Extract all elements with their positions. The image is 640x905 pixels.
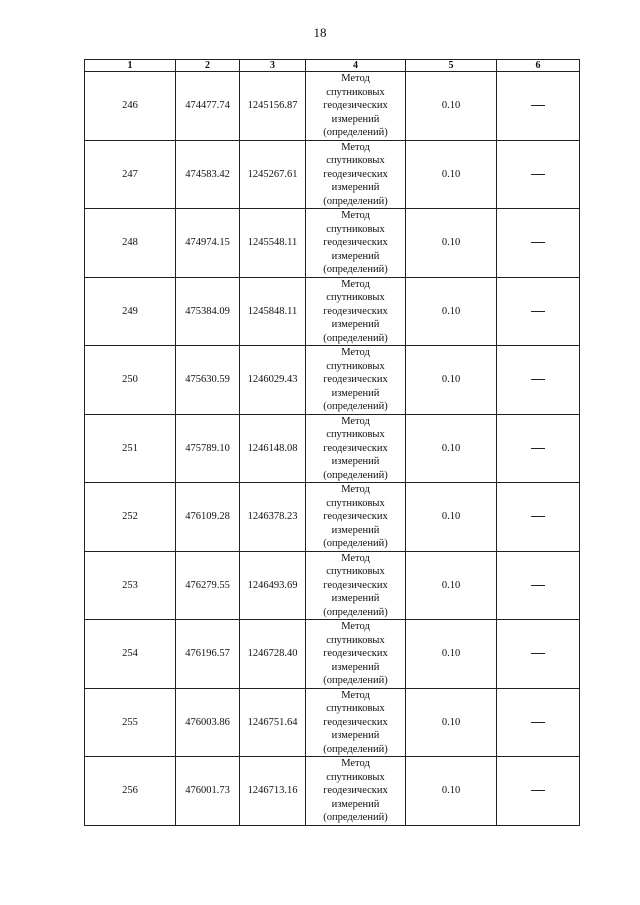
y-coordinate-cell: 1246148.08 xyxy=(240,414,306,483)
x-coordinate-cell: 476279.55 xyxy=(176,551,240,620)
table-row xyxy=(85,72,580,141)
x-coordinate-cell: 476109.28 xyxy=(176,483,240,552)
method-line: (определений) xyxy=(323,401,388,412)
method-line: Метод xyxy=(341,552,370,564)
accuracy-cell: 0.10 xyxy=(406,209,497,278)
y-coordinate-cell: 1246029.43 xyxy=(240,346,306,415)
method-line: Метод xyxy=(341,347,370,358)
method-line: геодезических xyxy=(323,442,388,454)
method-line: Метод xyxy=(341,141,370,153)
y-coordinate-cell: 1246751.64 xyxy=(240,688,306,757)
dash-mark xyxy=(531,311,545,312)
y-coordinate-cell: 1245548.11 xyxy=(240,209,306,278)
note-cell xyxy=(497,209,580,278)
x-coordinate-cell: 476196.57 xyxy=(176,620,240,689)
method-line: (определений) xyxy=(323,743,388,755)
accuracy-cell: 0.10 xyxy=(406,620,497,689)
method-cell xyxy=(306,277,406,346)
header-col-5: 5 xyxy=(406,60,497,72)
method-line: (определений) xyxy=(323,332,388,344)
header-row xyxy=(85,60,580,72)
note-cell xyxy=(497,551,580,620)
note-cell xyxy=(497,688,580,757)
method-line: спутниковых xyxy=(326,86,385,98)
note-cell xyxy=(497,620,580,689)
method-cell xyxy=(306,551,406,620)
point-number-cell: 250 xyxy=(85,346,176,415)
accuracy-cell: 0.10 xyxy=(406,72,497,141)
method-line: измерений xyxy=(331,182,380,193)
dash-mark xyxy=(531,722,545,723)
method-line: Метод xyxy=(341,210,370,221)
method-line: измерений xyxy=(331,798,380,810)
x-coordinate-cell: 475384.09 xyxy=(176,277,240,346)
method-line: измерений xyxy=(331,250,380,262)
header-col-6: 6 xyxy=(497,60,580,72)
accuracy-cell: 0.10 xyxy=(406,140,497,209)
method-line: (определений) xyxy=(323,469,388,481)
y-coordinate-cell: 1245267.61 xyxy=(240,140,306,209)
table-row xyxy=(85,483,580,552)
method-line: измерений xyxy=(331,593,380,604)
header-col-4: 4 xyxy=(306,60,406,72)
method-line: спутниковых xyxy=(326,155,385,166)
method-line: (определений) xyxy=(323,264,388,275)
point-number-cell: 254 xyxy=(85,620,176,689)
method-line: Метод xyxy=(341,689,370,701)
header-col-2: 2 xyxy=(176,60,240,72)
method-cell xyxy=(306,757,406,826)
method-line: измерений xyxy=(331,730,380,741)
dash-mark xyxy=(531,448,545,449)
method-line: геодезических xyxy=(323,648,388,659)
method-line: Метод xyxy=(341,758,370,769)
note-cell xyxy=(497,346,580,415)
note-cell xyxy=(497,483,580,552)
table-row xyxy=(85,140,580,209)
x-coordinate-cell: 475789.10 xyxy=(176,414,240,483)
table-row xyxy=(85,688,580,757)
method-line: (определений) xyxy=(323,195,388,207)
method-line: геодезических xyxy=(323,374,388,385)
method-line: геодезических xyxy=(323,168,388,180)
point-number-cell: 255 xyxy=(85,688,176,757)
method-line: спутниковых xyxy=(326,566,385,577)
point-number-cell: 251 xyxy=(85,414,176,483)
method-line: (определений) xyxy=(323,812,388,823)
accuracy-cell: 0.10 xyxy=(406,346,497,415)
method-cell xyxy=(306,346,406,415)
x-coordinate-cell: 474477.74 xyxy=(176,72,240,141)
method-cell xyxy=(306,483,406,552)
x-coordinate-cell: 476001.73 xyxy=(176,757,240,826)
method-line: Метод xyxy=(341,415,370,427)
table-row xyxy=(85,414,580,483)
table-row xyxy=(85,346,580,415)
table-row xyxy=(85,757,580,826)
method-line: измерений xyxy=(331,319,380,330)
method-line: измерений xyxy=(331,661,380,673)
method-line: геодезических xyxy=(323,237,388,248)
table-row xyxy=(85,277,580,346)
dash-mark xyxy=(531,653,545,654)
method-line: Метод xyxy=(341,484,370,495)
method-line: геодезических xyxy=(323,716,388,728)
point-number-cell: 248 xyxy=(85,209,176,278)
accuracy-cell: 0.10 xyxy=(406,688,497,757)
x-coordinate-cell: 474974.15 xyxy=(176,209,240,278)
method-line: Метод xyxy=(341,621,370,632)
dash-mark xyxy=(531,174,545,175)
y-coordinate-cell: 1246713.16 xyxy=(240,757,306,826)
header-col-1: 1 xyxy=(85,60,176,72)
table-row xyxy=(85,620,580,689)
point-number-cell: 253 xyxy=(85,551,176,620)
method-line: измерений xyxy=(331,456,380,467)
note-cell xyxy=(497,414,580,483)
method-line: геодезических xyxy=(323,579,388,591)
note-cell xyxy=(497,140,580,209)
method-line: (определений) xyxy=(323,675,388,686)
method-line: (определений) xyxy=(323,606,388,618)
method-line: Метод xyxy=(341,73,370,84)
x-coordinate-cell: 474583.42 xyxy=(176,140,240,209)
method-line: измерений xyxy=(331,387,380,399)
dash-mark xyxy=(531,585,545,586)
dash-mark xyxy=(531,516,545,517)
accuracy-cell: 0.10 xyxy=(406,414,497,483)
method-line: Метод xyxy=(341,278,370,290)
x-coordinate-cell: 475630.59 xyxy=(176,346,240,415)
method-cell xyxy=(306,414,406,483)
accuracy-cell: 0.10 xyxy=(406,757,497,826)
method-line: спутниковых xyxy=(326,429,385,440)
method-line: спутниковых xyxy=(326,497,385,509)
y-coordinate-cell: 1246493.69 xyxy=(240,551,306,620)
dash-mark xyxy=(531,379,545,380)
accuracy-cell: 0.10 xyxy=(406,277,497,346)
method-line: измерений xyxy=(331,113,380,125)
page-number: 18 xyxy=(313,25,327,40)
accuracy-cell: 0.10 xyxy=(406,551,497,620)
method-line: спутниковых xyxy=(326,771,385,783)
point-number-cell: 252 xyxy=(85,483,176,552)
method-line: спутниковых xyxy=(326,360,385,372)
point-number-cell: 247 xyxy=(85,140,176,209)
method-line: геодезических xyxy=(323,305,388,317)
y-coordinate-cell: 1246728.40 xyxy=(240,620,306,689)
coordinates-table xyxy=(84,59,580,826)
dash-mark xyxy=(531,790,545,791)
table-row xyxy=(85,209,580,278)
method-line: спутниковых xyxy=(326,634,385,646)
header-col-3: 3 xyxy=(240,60,306,72)
point-number-cell: 249 xyxy=(85,277,176,346)
y-coordinate-cell: 1245848.11 xyxy=(240,277,306,346)
method-line: спутниковых xyxy=(326,292,385,303)
dash-mark xyxy=(531,105,545,106)
method-line: (определений) xyxy=(323,538,388,549)
table-row xyxy=(85,551,580,620)
y-coordinate-cell: 1246378.23 xyxy=(240,483,306,552)
method-line: геодезических xyxy=(323,511,388,522)
note-cell xyxy=(497,757,580,826)
point-number-cell: 246 xyxy=(85,72,176,141)
method-line: измерений xyxy=(331,524,380,536)
accuracy-cell: 0.10 xyxy=(406,483,497,552)
note-cell xyxy=(497,277,580,346)
method-cell xyxy=(306,620,406,689)
point-number-cell: 256 xyxy=(85,757,176,826)
method-line: спутниковых xyxy=(326,703,385,714)
method-cell xyxy=(306,140,406,209)
table-body xyxy=(85,72,580,826)
method-cell xyxy=(306,72,406,141)
note-cell xyxy=(497,72,580,141)
dash-mark xyxy=(531,242,545,243)
method-cell xyxy=(306,688,406,757)
method-line: (определений) xyxy=(323,127,388,138)
method-line: геодезических xyxy=(323,100,388,111)
method-line: геодезических xyxy=(323,785,388,796)
y-coordinate-cell: 1245156.87 xyxy=(240,72,306,141)
x-coordinate-cell: 476003.86 xyxy=(176,688,240,757)
method-line: спутниковых xyxy=(326,223,385,235)
method-cell xyxy=(306,209,406,278)
